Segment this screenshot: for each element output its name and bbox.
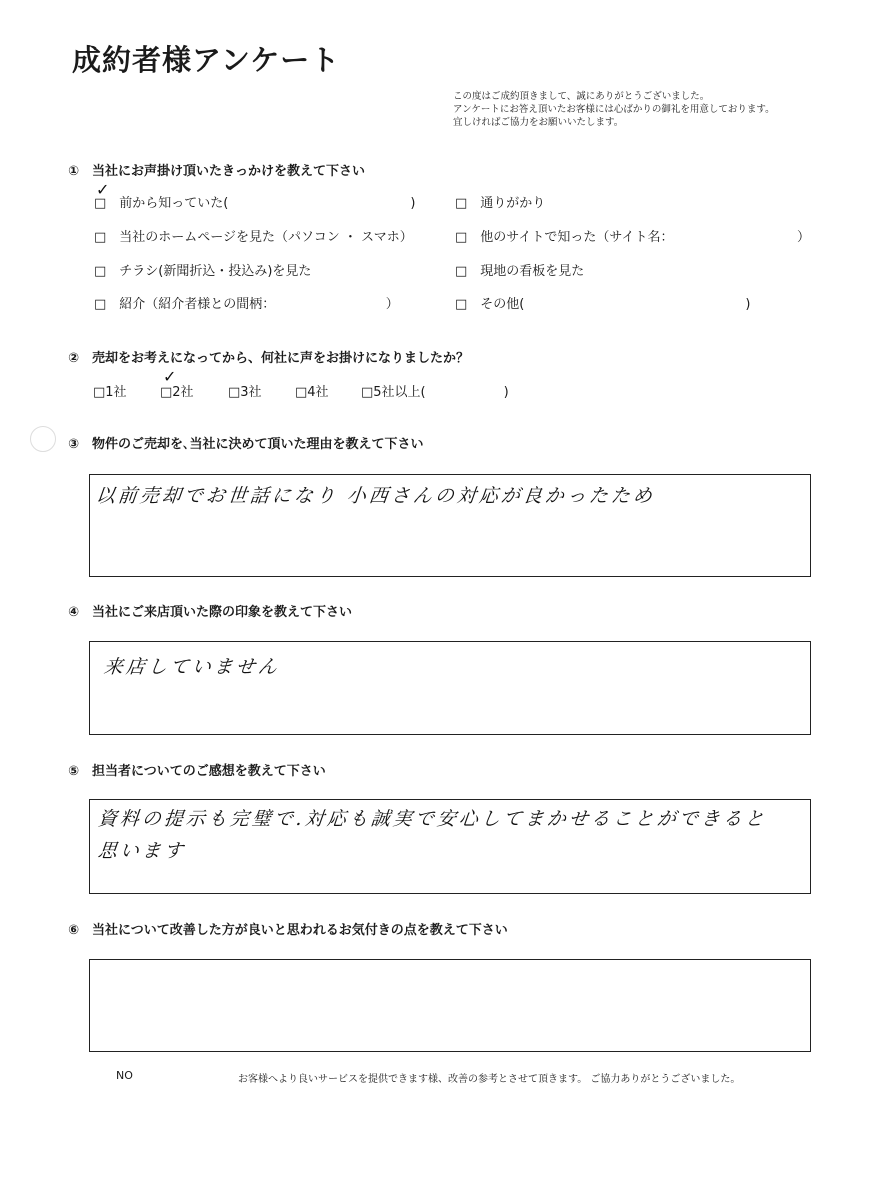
footer-message: お客様へより良いサービスを提供できます様、改善の参考とさせて頂きます。 ご協力ありがとうございました。 (238, 1074, 741, 1085)
intro-text (453, 90, 775, 129)
q1-option-known-before[interactable]: □ 前から知っていた( ) (94, 196, 416, 211)
q6-answer-box[interactable] (89, 959, 811, 1052)
intro-line: 宜しければご協力をお願いいたします。 (453, 117, 624, 128)
form-number-label: NO (116, 1069, 133, 1082)
intro-line: この度はご成約頂きまして、誠にありがとうございました。 (453, 91, 710, 102)
q3-answer-text: 以前売却でお世話になり 小西さんの対応が良かったため (94, 485, 657, 507)
page-title: 成約者様アンケート (72, 43, 341, 77)
q1-option-passing-by[interactable]: □ 通りがかり (455, 196, 546, 211)
q5-answer-line-1: 資料の提示も完璧で.対応も誠実で安心してまかせることができると (96, 808, 769, 830)
q3-answer-box[interactable] (89, 474, 811, 577)
q2-option-2[interactable]: □2社 (160, 385, 194, 400)
question-4-label: ④ 当社にご来店頂いた際の印象を教えて下さい (68, 605, 353, 620)
question-2-label: ② 売却をお考えになってから、何社に声をお掛けになりましたか？ (68, 351, 470, 366)
q4-answer-box[interactable] (89, 641, 811, 735)
q1-option-other-site[interactable]: □ 他のサイトで知った（サイト名： ） (455, 230, 810, 245)
question-5-label: ⑤ 担当者についてのご感想を教えて下さい (68, 764, 326, 779)
q1-option-homepage[interactable]: □ 当社のホームページを見た（パソコン ・ スマホ） (94, 230, 413, 245)
q5-answer-line-2: 思います (96, 840, 188, 862)
q4-answer-text: 来店していません (102, 656, 282, 678)
q1-option-referral[interactable]: □ 紹介（紹介者様との間柄： ） (94, 297, 399, 312)
q2-option-3[interactable]: □3社 (228, 385, 262, 400)
checkmark-icon: ✓ (163, 367, 177, 386)
punch-hole-mark (30, 426, 56, 452)
q1-option-flyer[interactable]: □ チラシ(新聞折込・投込み)を見た (94, 264, 312, 279)
question-6-label: ⑥ 当社について改善した方が良いと思われるお気付きの点を教えて下さい (68, 923, 508, 938)
q1-option-signboard[interactable]: □ 現地の看板を見た (455, 264, 585, 279)
q5-answer-box[interactable] (89, 799, 811, 894)
q2-option-5plus[interactable]: □5社以上( ) (361, 385, 509, 400)
intro-line: アンケートにお答え頂いたお客様には心ばかりの御礼を用意しております。 (453, 104, 775, 115)
q2-option-1[interactable]: □1社 (93, 385, 127, 400)
question-3-label: ③ 物件のご売却を､当社に決めて頂いた理由を教えて下さい (68, 437, 424, 452)
question-1-label: ① 当社にお声掛け頂いたきっかけを教えて下さい (68, 164, 366, 179)
q1-option-other[interactable]: □ その他( ) (455, 297, 751, 312)
checkmark-icon: ✓ (96, 180, 110, 199)
q2-option-4[interactable]: □4社 (295, 385, 329, 400)
